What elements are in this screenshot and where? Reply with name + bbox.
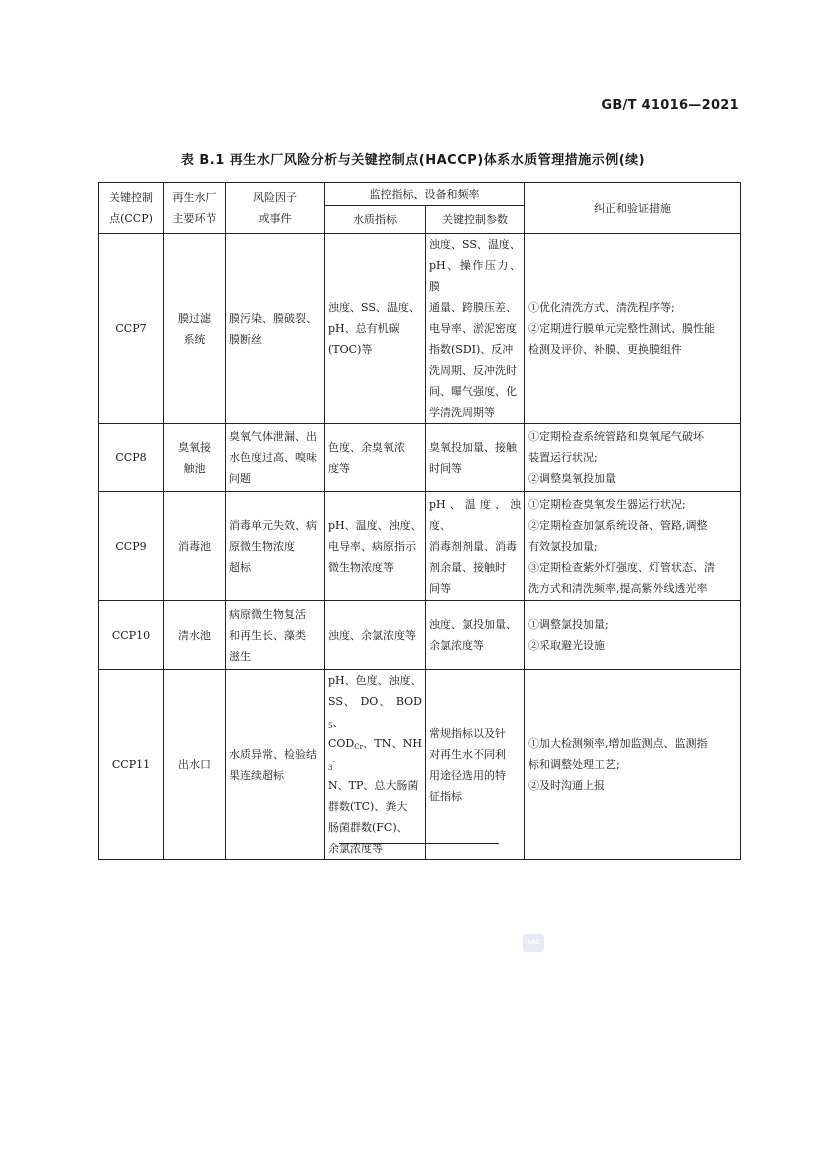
table-row <box>99 670 741 860</box>
table-row <box>99 234 741 424</box>
cell-corrective: ①调整氯投加量; ②采取避光设施 <box>525 601 741 670</box>
cell-stage: 臭氧接 触池 <box>164 424 226 492</box>
cell-water-quality: 浊度、余氯浓度等 <box>325 601 426 670</box>
cell-water-quality: pH、色度、浊度、 SS、 DO、 $BOD_5$、 $COD_{Cr}$、TN、$NH_3^-$ N、TP、总大肠菌 群数(TC)、粪大 肠菌群数(FC)、 余氯浓度等 <box>325 670 426 860</box>
haccp-table <box>98 182 741 860</box>
cell-risk: 膜污染、膜破裂、 膜断丝 <box>226 234 325 424</box>
header-stage: 再生水厂 主要环节 <box>164 183 226 234</box>
sac-watermark-logo: SAC <box>523 934 544 952</box>
cell-water-quality: 色度、余臭氧浓 度等 <box>325 424 426 492</box>
cell-stage: 清水池 <box>164 601 226 670</box>
cell-corrective: ①定期检查臭氧发生器运行状况; ②定期检查加氯系统设备、管路,调整 有效氯投加量; ③定期检查紫外灯强度、灯管状态、清 洗方式和清洗频率,提高紫外线透光率 <box>525 492 741 601</box>
cell-risk: 消毒单元失效、病 原微生物浓度 超标 <box>226 492 325 601</box>
cell-risk: 臭氧气体泄漏、出 水色度过高、嗅味 问题 <box>226 424 325 492</box>
table-row <box>99 601 741 670</box>
cell-corrective: ①定期检查系统管路和臭氧尾气破坏 装置运行状况; ②调整臭氧投加量 <box>525 424 741 492</box>
header-ccp: 关键控制 点(CCP) <box>99 183 164 234</box>
header-key-params: 关键控制参数 <box>426 206 525 234</box>
header-water-quality: 水质指标 <box>325 206 426 234</box>
header-monitor: 监控指标、设备和频率 <box>325 183 525 206</box>
header-corrective: 纠正和验证措施 <box>525 183 741 234</box>
cell-water-quality: pH、温度、浊度、 电导率、病原指示 微生物浓度等 <box>325 492 426 601</box>
cell-key-params: 浊度、SS、温度、 pH、操作压力、膜 通量、跨膜压差、 电导率、淤泥密度 指数(SDI)、反冲 洗周期、反冲洗时 间、曝气强度、化 学清洗周期等 <box>426 234 525 424</box>
table-title: 表 B.1 再生水厂风险分析与关键控制点(HACCP)体系水质管理措施示例(续) <box>180 153 646 168</box>
cell-key-params: pH、温度、浊度、 消毒剂剂量、消毒 剂余量、接触时 间等 <box>426 492 525 601</box>
cell-stage: 出水口 <box>164 670 226 860</box>
cell-risk: 水质异常、检验结 果连续超标 <box>226 670 325 860</box>
header-risk: 风险因子 或事件 <box>226 183 325 234</box>
standard-number: GB/T 41016—2021 <box>601 98 739 113</box>
cell-key-params: 浊度、氯投加量、 余氯浓度等 <box>426 601 525 670</box>
header-row-1 <box>99 183 741 206</box>
cell-key-params: 常规指标以及针 对再生水不同利 用途径选用的特 征指标 <box>426 670 525 860</box>
cell-water-quality: 浊度、SS、温度、 pH、总有机碳 (TOC)等 <box>325 234 426 424</box>
cell-stage: 膜过滤 系统 <box>164 234 226 424</box>
cell-ccp: CCP10 <box>99 601 164 670</box>
table-row <box>99 492 741 601</box>
cell-risk: 病原微生物复活 和再生长、藻类 滋生 <box>226 601 325 670</box>
cell-corrective: ①优化清洗方式、清洗程序等; ②定期进行膜单元完整性测试、膜性能 检测及评价、补膜、更换膜组件 <box>525 234 741 424</box>
table-row <box>99 424 741 492</box>
cell-ccp: CCP7 <box>99 234 164 424</box>
cell-ccp: CCP9 <box>99 492 164 601</box>
cell-corrective: ①加大检测频率,增加监测点、监测指 标和调整处理工艺; ②及时沟通上报 <box>525 670 741 860</box>
cell-ccp: CCP8 <box>99 424 164 492</box>
cell-key-params: 臭氧投加量、接触 时间等 <box>426 424 525 492</box>
end-of-document-rule <box>339 843 499 844</box>
cell-ccp: CCP11 <box>99 670 164 860</box>
cell-stage: 消毒池 <box>164 492 226 601</box>
